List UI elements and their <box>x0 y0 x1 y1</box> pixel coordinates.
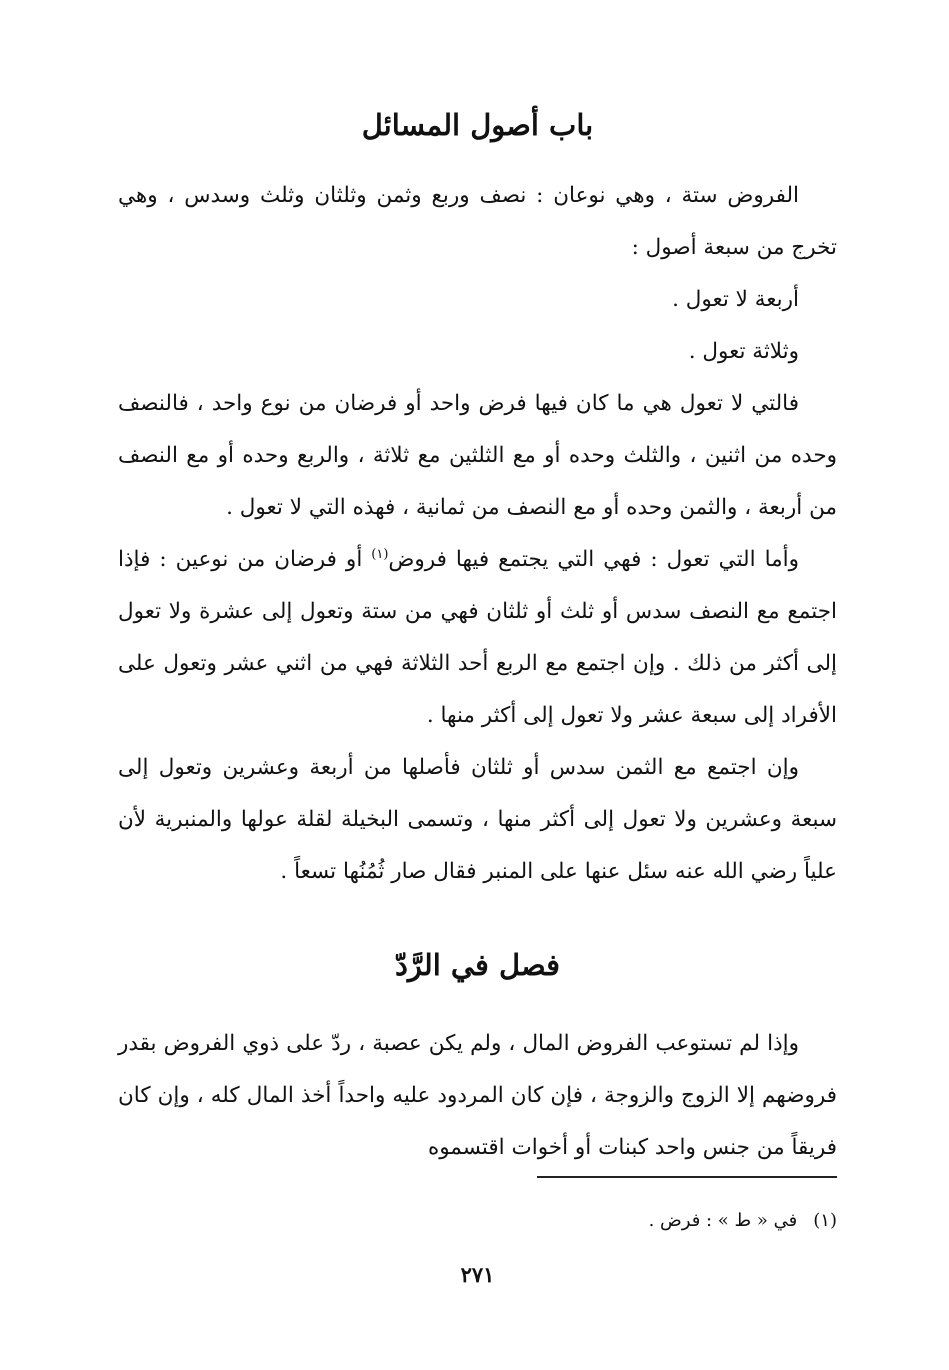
paragraph-radd: وإذا لم تستوعب الفروض المال ، ولم يكن عصبة ، ردّ على ذوي الفروض بقدر فروضهم إلا الزوج والزوجة ، فإن كان المردود عليه واحداً أخذ المال كله ، وإن كان فريقاً من جنس واحد كبنات أو أخوات اقتسموه <box>118 1031 837 1160</box>
page-number: ٢٧١ <box>460 1262 495 1287</box>
footnote-reference-mark: (١) <box>371 546 389 562</box>
section-body-1 <box>118 170 837 898</box>
paragraph-awl-text-start: وأما التي تعول : فهي التي يجتمع فيها فروض <box>388 547 799 572</box>
paragraph-obligatory-shares: الفروض ستة ، وهي نوعان : نصف وربع وثمن وثلثان وثلث وسدس ، وهي تخرج من سبعة أصول : <box>118 183 837 260</box>
footnote-number: (١) <box>813 1210 837 1231</box>
document-page <box>118 0 837 1370</box>
paragraph-non-awl-details: فالتي لا تعول هي ما كان فيها فرض واحد أو فرضان من نوع واحد ، فالنصف وحده من اثنين ، والثلث وحده أو مع الثلثين مع ثلاثة ، والربع وحده أو مع النصف من أربعة ، والثمن وحده أو مع النصف من ثمانية ، فهذه التي لا تعول . <box>118 391 837 520</box>
list-item-awl: وثلاثة تعول . <box>688 339 799 364</box>
paragraph-awl-details <box>118 534 837 742</box>
section-title-radd: فصل في الرَّدّ <box>394 948 560 982</box>
paragraph-awl-text-end: أو فرضان من نوعين : فإذا اجتمع مع النصف سدس أو ثلث أو ثلثان فهي من ستة وتعول إلى عشرة ولا تعول إلى أكثر من ذلك . وإن اجتمع مع الربع أحد الثلاثة فهي من اثني عشر وتعول على الأفراد إلى سبعة عشر ولا تعول إلى أكثر منها . <box>118 547 837 728</box>
footnote-text: في « ط » : فرض . <box>648 1210 798 1231</box>
list-item-non-awl: أربعة لا تعول . <box>672 287 799 312</box>
section-body-2 <box>118 1018 837 1174</box>
footnote <box>118 1206 837 1236</box>
chapter-title: باب أصول المسائل <box>361 108 594 142</box>
footnote-divider <box>537 1176 837 1178</box>
paragraph-eighth-case: وإن اجتمع مع الثمن سدس أو ثلثان فأصلها من أربعة وعشرين وتعول إلى سبعة وعشرين ولا تعول إلى أكثر منها ، وتسمى البخيلة لقلة عولها والمنبرية لأن علياً رضي الله عنه سئل عنها على المنبر فقال صار ثُمُنُها تسعاً . <box>118 755 837 884</box>
